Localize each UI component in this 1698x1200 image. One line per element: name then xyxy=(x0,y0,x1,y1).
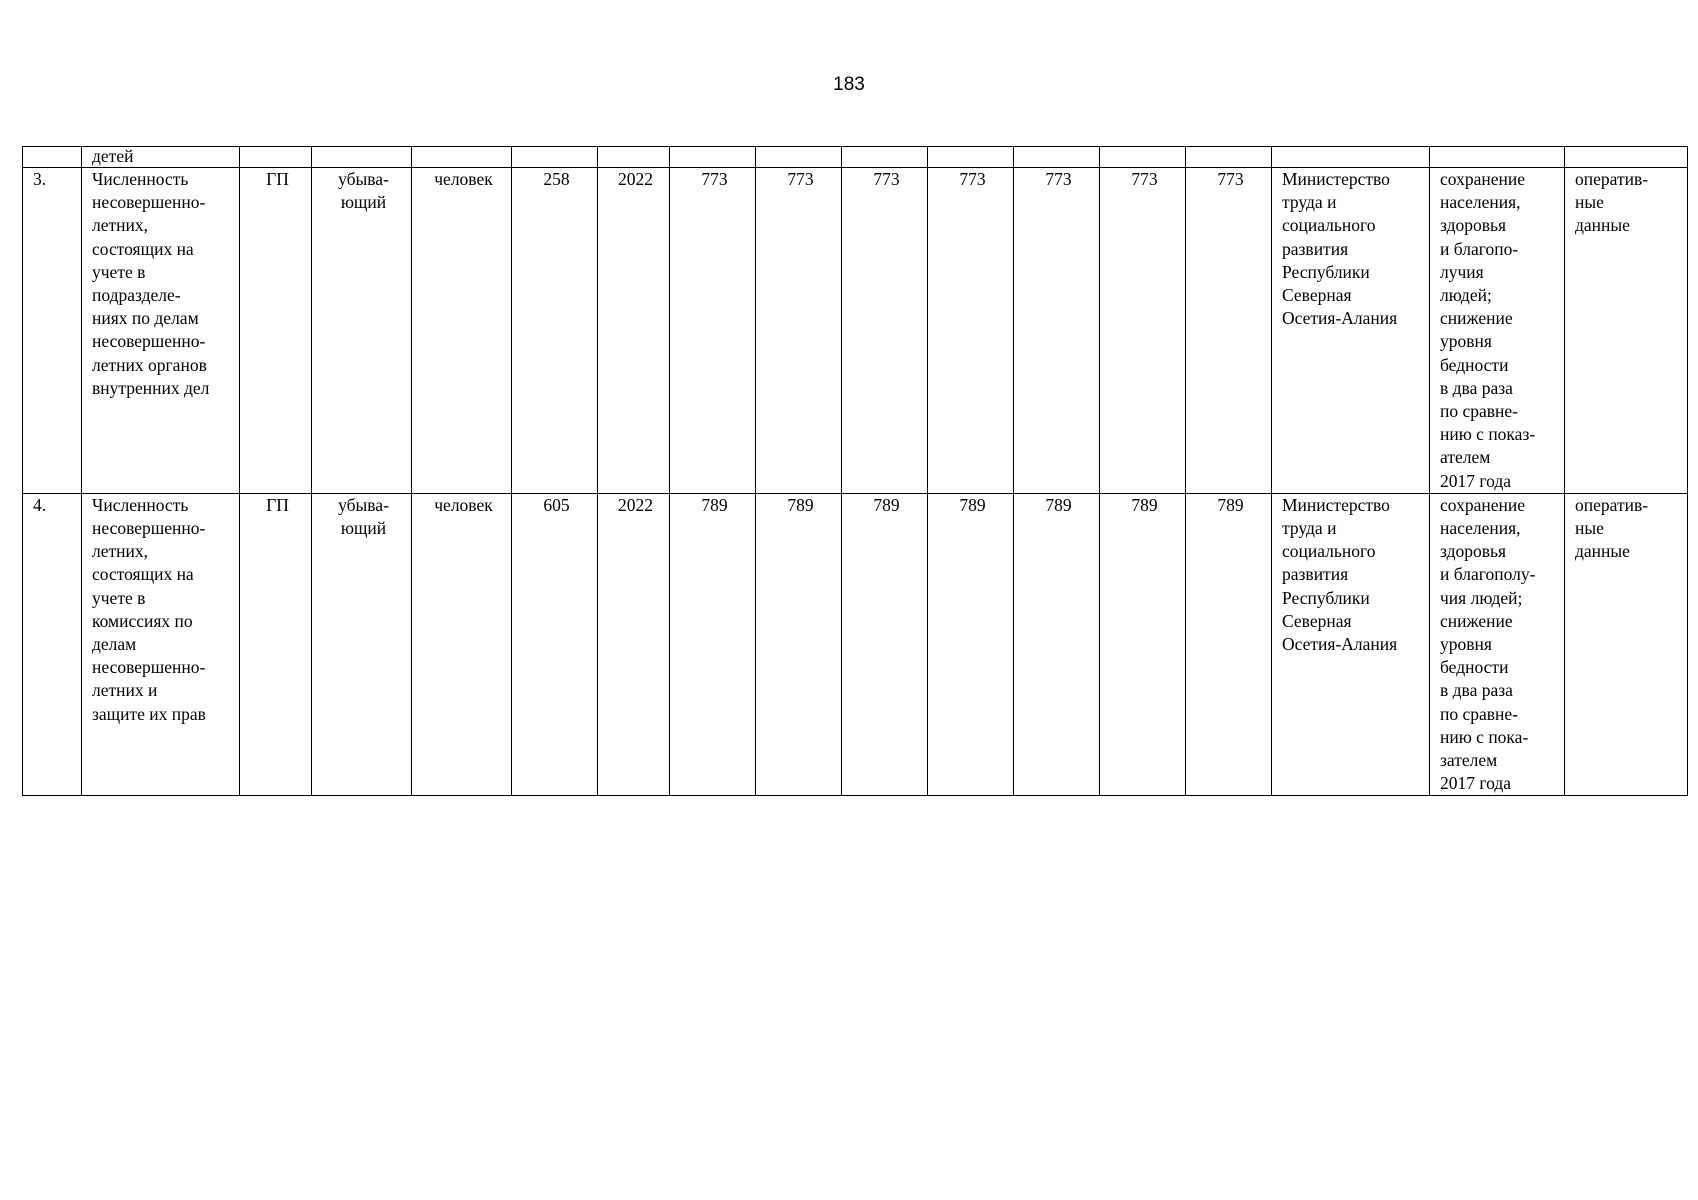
cell-empty xyxy=(756,147,842,168)
cell-goal-link: сохранение населения, здоровья и благополу- чия людей; снижение уровня бедности в два раза по сравне- нию с пока- зателем 2017 года xyxy=(1430,493,1565,796)
cell-value: 773 xyxy=(670,168,756,494)
cell-value: 789 xyxy=(1014,493,1100,796)
cell-empty xyxy=(598,147,670,168)
cell-empty xyxy=(1272,147,1430,168)
cell-empty xyxy=(842,147,928,168)
cell-base-year: 2022 xyxy=(598,493,670,796)
table-row-continuation xyxy=(23,147,1688,168)
table-row xyxy=(23,168,1688,494)
cell-empty xyxy=(1430,147,1565,168)
cell-value: 789 xyxy=(928,493,1014,796)
cell-name: детей xyxy=(82,147,240,168)
cell-empty xyxy=(512,147,598,168)
cell-value: 773 xyxy=(1100,168,1186,494)
cell-empty xyxy=(1100,147,1186,168)
cell-base-value: 258 xyxy=(512,168,598,494)
cell-source: оператив- ные данные xyxy=(1565,493,1688,796)
cell-num xyxy=(23,147,82,168)
cell-empty xyxy=(312,147,412,168)
cell-responsible: Министерство труда и социального развития Республики Северная Осетия-Алания xyxy=(1272,168,1430,494)
cell-value: 789 xyxy=(670,493,756,796)
cell-empty xyxy=(1565,147,1688,168)
cell-level: ГП xyxy=(240,168,312,494)
cell-empty xyxy=(412,147,512,168)
cell-num: 4. xyxy=(23,493,82,796)
cell-level: ГП xyxy=(240,493,312,796)
cell-empty xyxy=(928,147,1014,168)
cell-value: 789 xyxy=(1186,493,1272,796)
cell-base-value: 605 xyxy=(512,493,598,796)
cell-value: 773 xyxy=(1014,168,1100,494)
cell-value: 789 xyxy=(842,493,928,796)
table-row xyxy=(23,493,1688,796)
cell-source: оператив- ные данные xyxy=(1565,168,1688,494)
cell-unit: человек xyxy=(412,168,512,494)
cell-value: 773 xyxy=(756,168,842,494)
cell-value: 773 xyxy=(1186,168,1272,494)
indicator-table xyxy=(22,146,1688,796)
cell-trend: убыва- ющий xyxy=(312,493,412,796)
cell-empty xyxy=(1014,147,1100,168)
cell-value: 789 xyxy=(756,493,842,796)
cell-indicator-name: Численность несовершенно- летних, состоящих на учете в подразделе- ниях по делам несовершенно- летних органов внутренних дел xyxy=(82,168,240,494)
cell-empty xyxy=(670,147,756,168)
cell-responsible: Министерство труда и социального развития Республики Северная Осетия-Алания xyxy=(1272,493,1430,796)
page-number: 183 xyxy=(833,74,865,95)
cell-value: 773 xyxy=(842,168,928,494)
cell-empty xyxy=(1186,147,1272,168)
cell-num: 3. xyxy=(23,168,82,494)
cell-unit: человек xyxy=(412,493,512,796)
cell-goal-link: сохранение населения, здоровья и благопо- лучия людей; снижение уровня бедности в два раза по сравне- нию с показ- ателем 2017 года xyxy=(1430,168,1565,494)
cell-base-year: 2022 xyxy=(598,168,670,494)
cell-empty xyxy=(240,147,312,168)
cell-value: 773 xyxy=(928,168,1014,494)
cell-trend: убыва- ющий xyxy=(312,168,412,494)
cell-value: 789 xyxy=(1100,493,1186,796)
cell-indicator-name: Численность несовершенно- летних, состоящих на учете в комиссиях по делам несовершенно- летних и защите их прав xyxy=(82,493,240,796)
